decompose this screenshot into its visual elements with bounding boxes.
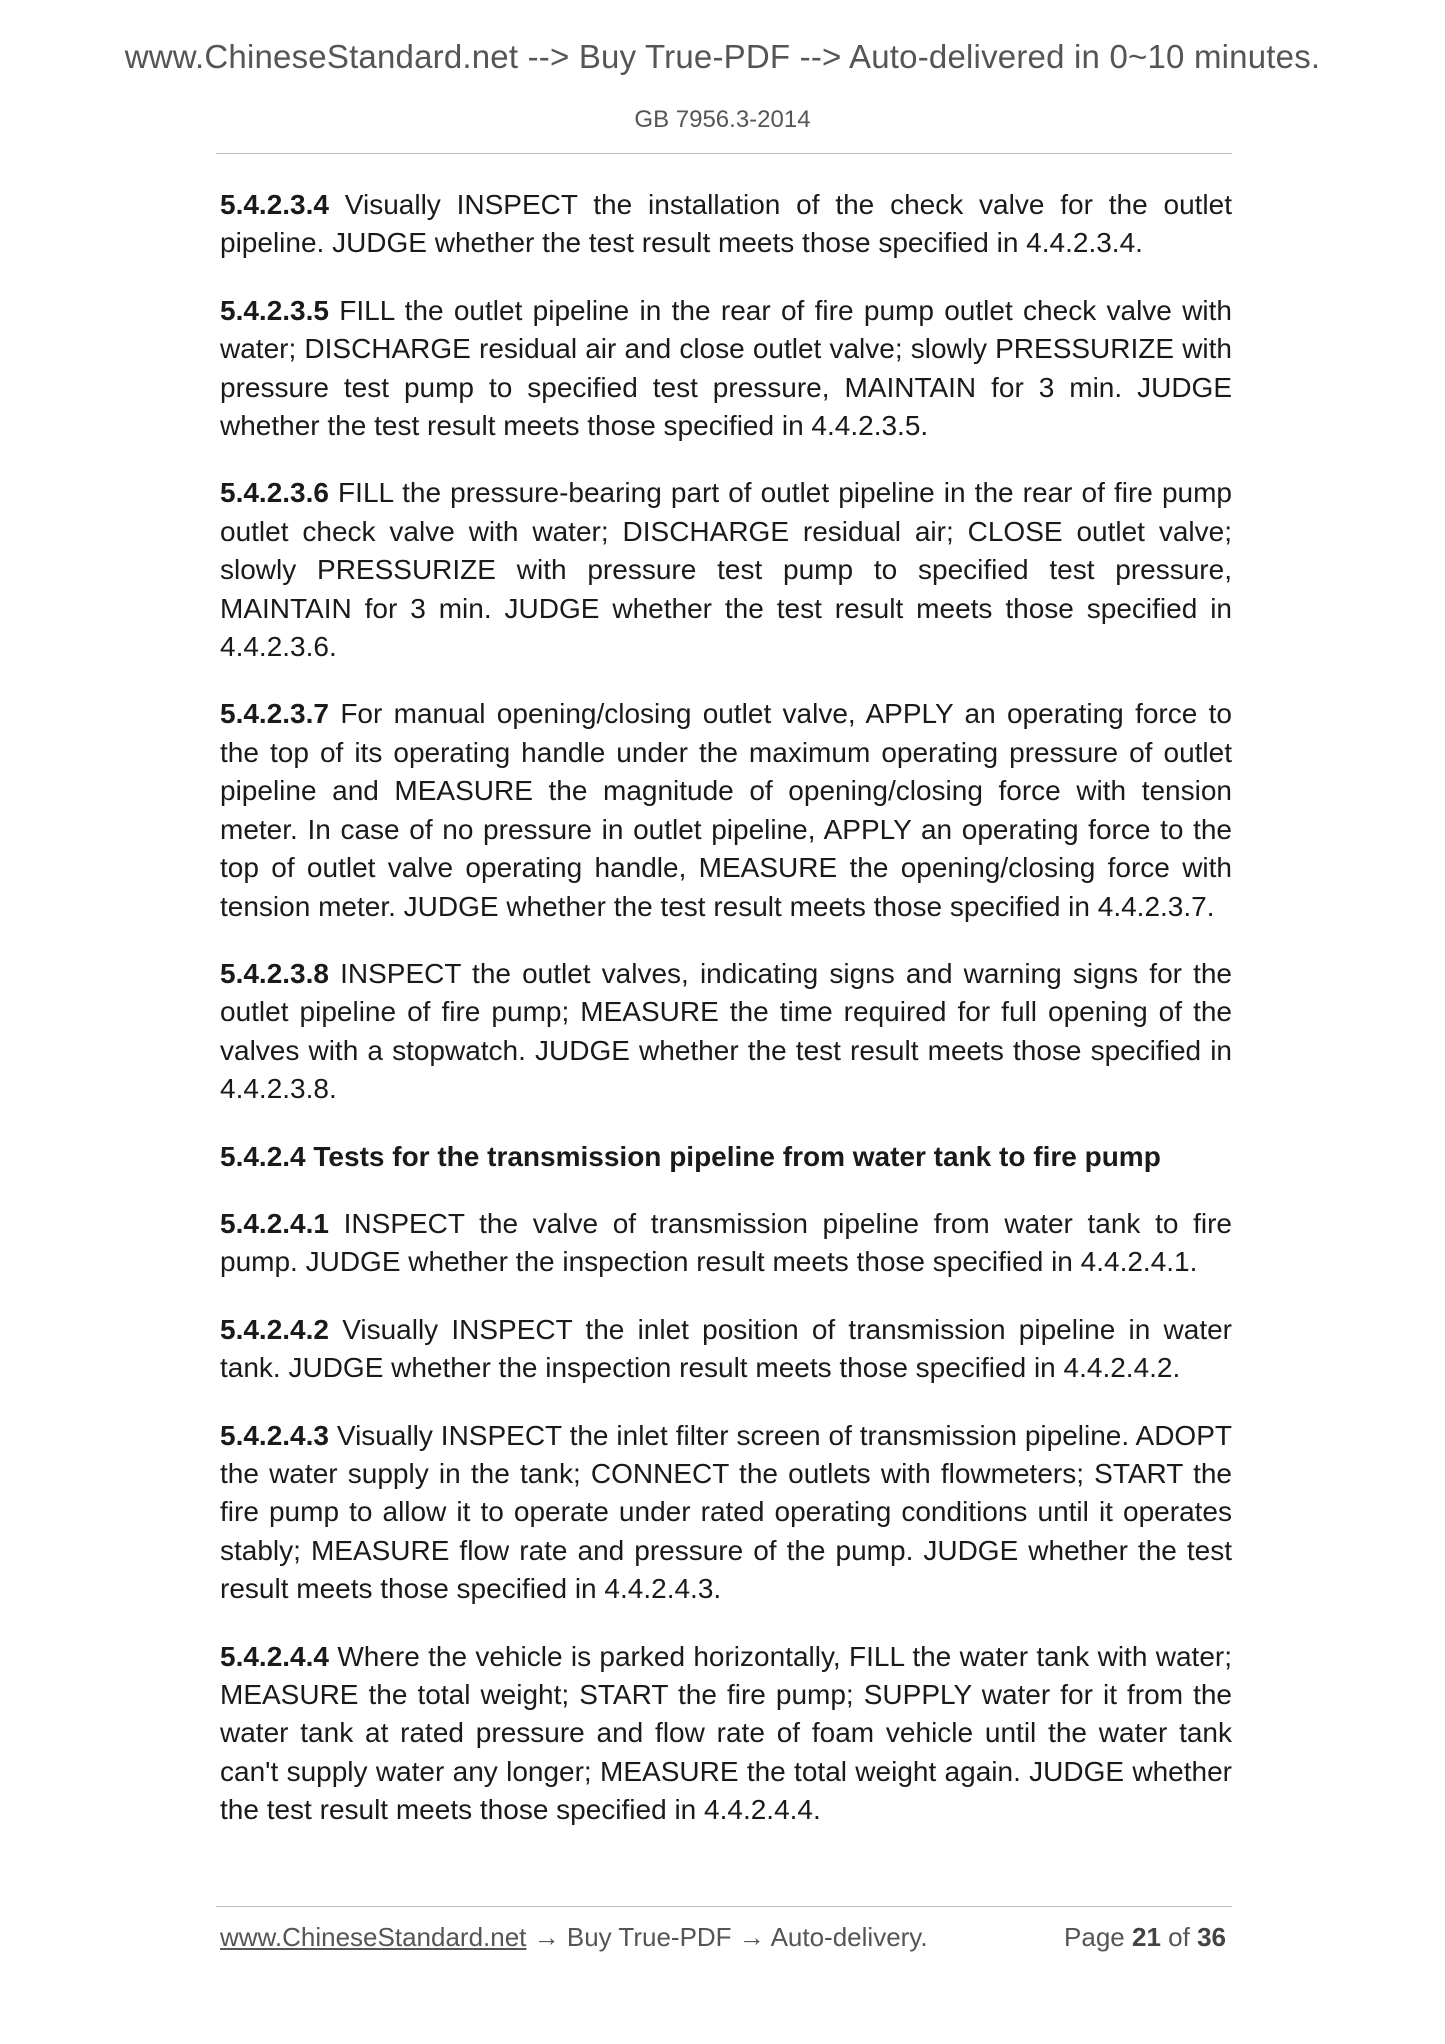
clause-number: 5.4.2.4.2: [220, 1313, 329, 1345]
top-banner[interactable]: www.ChineseStandard.net --> Buy True-PDF --> Auto-delivered in 0~10 minutes.: [124, 38, 1321, 75]
footer-trail: → Buy True-PDF → Auto-delivery.: [526, 1922, 928, 1952]
clause-number: 5.4.2.4.3: [220, 1419, 329, 1451]
clause-number: 5.4.2.3.8: [220, 957, 329, 989]
clause-text: For manual opening/closing outlet valve, APPLY an operating force to the top of its operating handle under the maximum operating pressure of outlet pipeline and MEASURE the magnitude of opening/closing force with tension meter. In case of no pressure in outlet pipeline, APPLY an operating force to the top of outlet valve operating handle, MEASURE the opening/closing force with tension meter. JUDGE whether the test result meets those specified in 4.4.2.3.7.: [220, 698, 1232, 922]
clause-5-4-2-4-1: [220, 1205, 1232, 1282]
clause-text: Visually INSPECT the installation of the check valve for the outlet pipeline. JUDGE whether the test result meets those specified in 4.4.2.3.4.: [220, 189, 1232, 259]
clause-5-4-2-3-5: [220, 292, 1232, 446]
clause-number: 5.4.2.4.1: [220, 1207, 329, 1239]
clause-text: INSPECT the valve of transmission pipeline from water tank to fire pump. JUDGE whether the inspection result meets those specified in 4.4.2.4.1.: [220, 1207, 1232, 1278]
page-indicator: [1064, 1922, 1226, 1953]
clause-number: 5.4.2.3.7: [220, 698, 329, 730]
clause-5-4-2-3-7: [220, 695, 1232, 925]
page-number: 21: [1132, 1922, 1161, 1952]
clause-5-4-2-3-8: [220, 955, 1232, 1109]
clause-5-4-2-3-4: [220, 186, 1232, 263]
clause-number: 5.4.2.3.5: [220, 294, 329, 326]
footer-promo: [220, 1922, 928, 1953]
clause-5-4-2-4-2: [220, 1311, 1232, 1388]
clause-text: INSPECT the outlet valves, indicating signs and warning signs for the outlet pipeline of fire pump; MEASURE the time required for full opening of the valves with a stopwatch. JUDGE whether the test result meets those specified in 4.4.2.3.8.: [220, 957, 1232, 1105]
clause-number: 5.4.2.3.6: [220, 477, 329, 509]
footer-divider: [216, 1906, 1232, 1907]
clause-5-4-2-3-6: [220, 474, 1232, 666]
clause-text: Visually INSPECT the inlet filter screen of transmission pipeline. ADOPT the water supply in the tank; CONNECT the outlets with flowmeters; START the fire pump to allow it to operate under rated operating conditions until it operates stably; MEASURE flow rate and pressure of the pump. JUDGE whether the test result meets those specified in 4.4.2.4.3.: [220, 1419, 1232, 1605]
of-word: of: [1168, 1922, 1190, 1952]
clause-5-4-2-4-4: [220, 1638, 1232, 1830]
standard-code: GB 7956.3-2014: [634, 106, 811, 133]
footer-site-link[interactable]: www.ChineseStandard.net: [220, 1922, 527, 1952]
clause-5-4-2-4-3: [220, 1417, 1232, 1609]
section-heading: 5.4.2.4 Tests for the transmission pipeline from water tank to fire pump: [220, 1140, 1161, 1172]
clause-text: FILL the outlet pipeline in the rear of fire pump outlet check valve with water; DISCHARGE residual air and close outlet valve; slowly PRESSURIZE with pressure test pump to specified test pressure, MAINTAIN for 3 min. JUDGE whether the test result meets those specified in 4.4.2.3.5.: [220, 294, 1232, 442]
clause-text: Where the vehicle is parked horizontally, FILL the water tank with water; MEASURE the total weight; START the fire pump; SUPPLY water for it from the water tank at rated pressure and flow rate of foam vehicle until the water tank can't supply water any longer; MEASURE the total weight again. JUDGE whether the test result meets those specified in 4.4.2.4.4.: [220, 1640, 1232, 1826]
clause-number: 5.4.2.3.4: [220, 189, 329, 220]
clause-text: Visually INSPECT the inlet position of transmission pipeline in water tank. JUDGE whether the inspection result meets those specified in 4.4.2.4.2.: [220, 1313, 1232, 1384]
clause-number: 5.4.2.4.4: [220, 1640, 329, 1672]
page-word: Page: [1064, 1922, 1125, 1952]
document-body: [220, 186, 1232, 1859]
clause-text: FILL the pressure-bearing part of outlet pipeline in the rear of fire pump outlet check valve with water; DISCHARGE residual air; CLOSE outlet valve; slowly PRESSURIZE with pressure test pump to specified test pressure, MAINTAIN for 3 min. JUDGE whether the test result meets those specified in 4.4.2.3.6.: [220, 477, 1232, 663]
page-total: 36: [1197, 1922, 1226, 1952]
header-divider: [216, 153, 1232, 154]
